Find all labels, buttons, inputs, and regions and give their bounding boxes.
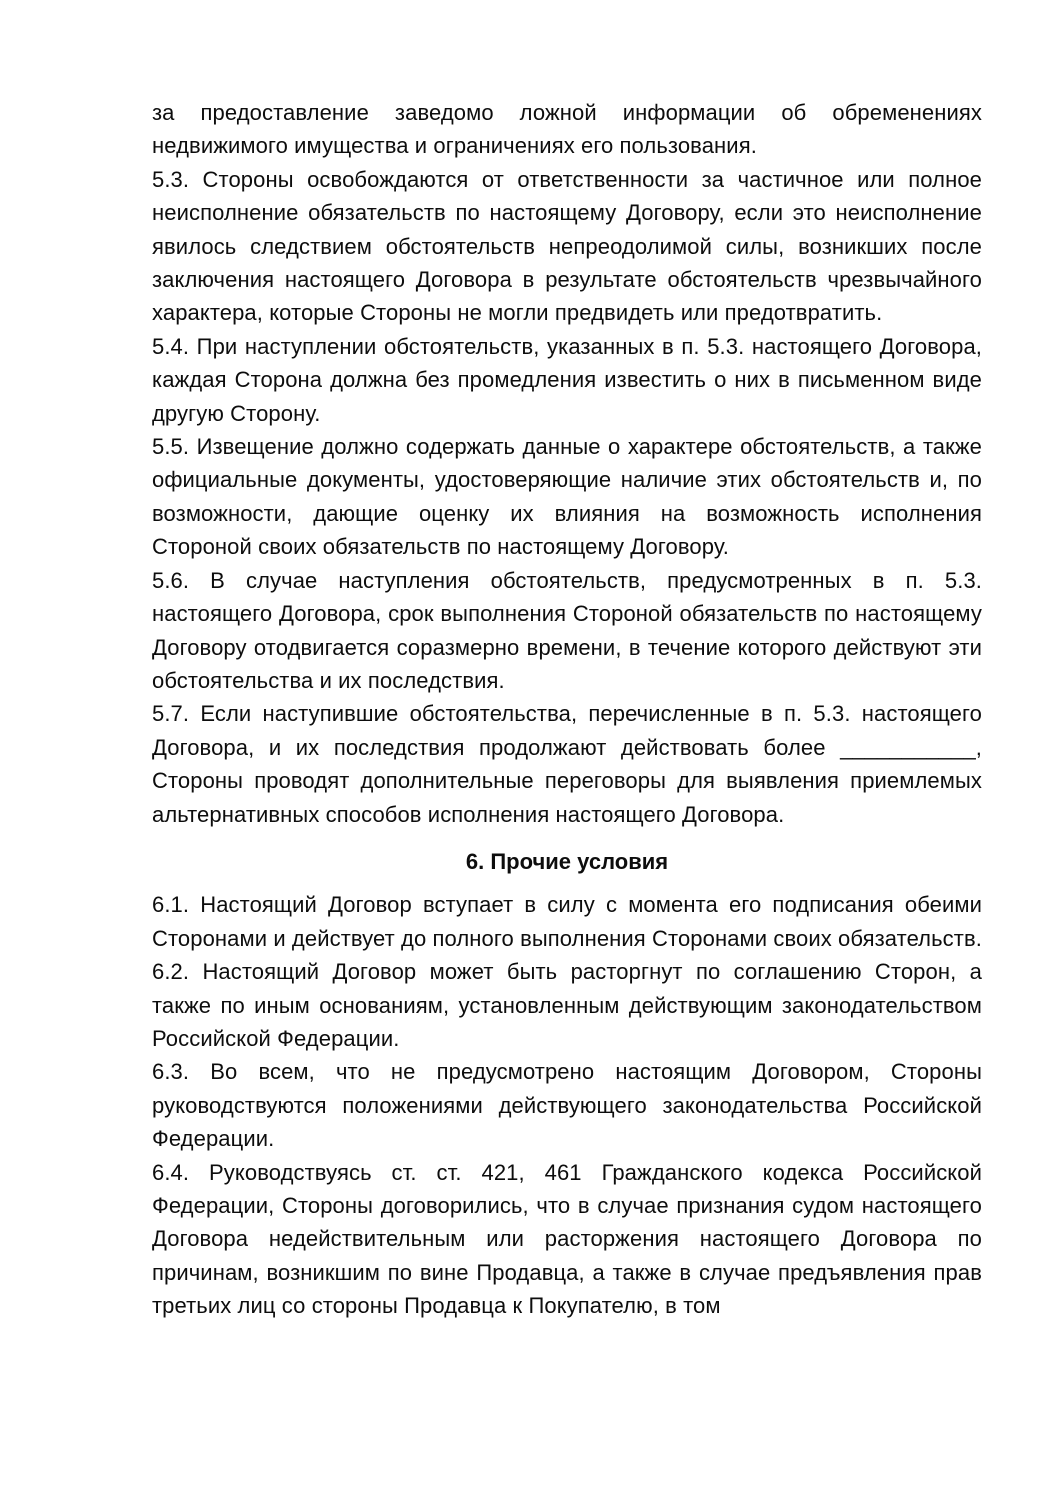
paragraph-5-3: 5.3. Стороны освобождаются от ответственности за частичное или полное неисполнение обязательств по настоящему Договору, если это неисполнение явилось следствием обстоятельств непреодолимой силы, возникших после заключения настоящего Договора в результате обстоятельств чрезвычайного характера, которые Стороны не могли предвидеть или предотвратить. <box>152 166 982 326</box>
paragraph-5-6: 5.6. В случае наступления обстоятельств, предусмотренных в п. 5.3. настоящего Договора, срок выполнения Стороной обязательств по настоящему Договору отодвигается соразмерно времени, в течение которого действуют эти обстоятельства и их последствия. <box>152 567 982 693</box>
paragraph-5-5: 5.5. Извещение должно содержать данные о характере обстоятельств, а также официальные документы, удостоверяющие наличие этих обстоятельств и, по возможности, дающие оценку их влияния на возможность исполнения Стороной своих обязательств по настоящему Договору. <box>152 434 982 560</box>
section-heading-6: 6. Прочие условия <box>465 848 669 874</box>
paragraph-6-4: 6.4. Руководствуясь ст. ст. 421, 461 Гражданского кодекса Российской Федерации, Стороны договорились, что в случае признания судом настоящего Договора недействительным или расторжения настоящего Договора по причинам, возникшим по вине Продавца, а также в случае предъявления прав третьих лиц со стороны Продавца к Покупателю, в том <box>152 1159 982 1319</box>
paragraph-6-1: 6.1. Настоящий Договор вступает в силу с момента его подписания обеими Сторонами и действует до полного выполнения Сторонами своих обязательств. <box>152 892 982 951</box>
paragraph-6-3: 6.3. Во всем, что не предусмотрено настоящим Договором, Стороны руководствуются положениями действующего законодательства Российской Федерации. <box>152 1059 982 1152</box>
paragraph-5-7: 5.7. Если наступившие обстоятельства, перечисленные в п. 5.3. настоящего Договора, и их последствия продолжают действовать более ___________, Стороны проводят дополнительные переговоры для выявления приемлемых альтернативных способов исполнения настоящего Договора. <box>152 701 982 827</box>
paragraph-continuation: за предоставление заведомо ложной информации об обременениях недвижимого имущества и ограничениях его пользования. <box>152 100 982 159</box>
paragraph-5-4: 5.4. При наступлении обстоятельств, указанных в п. 5.3. настоящего Договора, каждая Сторона должна без промедления известить о них в письменном виде другую Сторону. <box>152 333 982 426</box>
paragraph-6-2: 6.2. Настоящий Договор может быть расторгнут по соглашению Сторон, а также по иным основаниям, установленным действующим законодательством Российской Федерации. <box>152 959 982 1051</box>
